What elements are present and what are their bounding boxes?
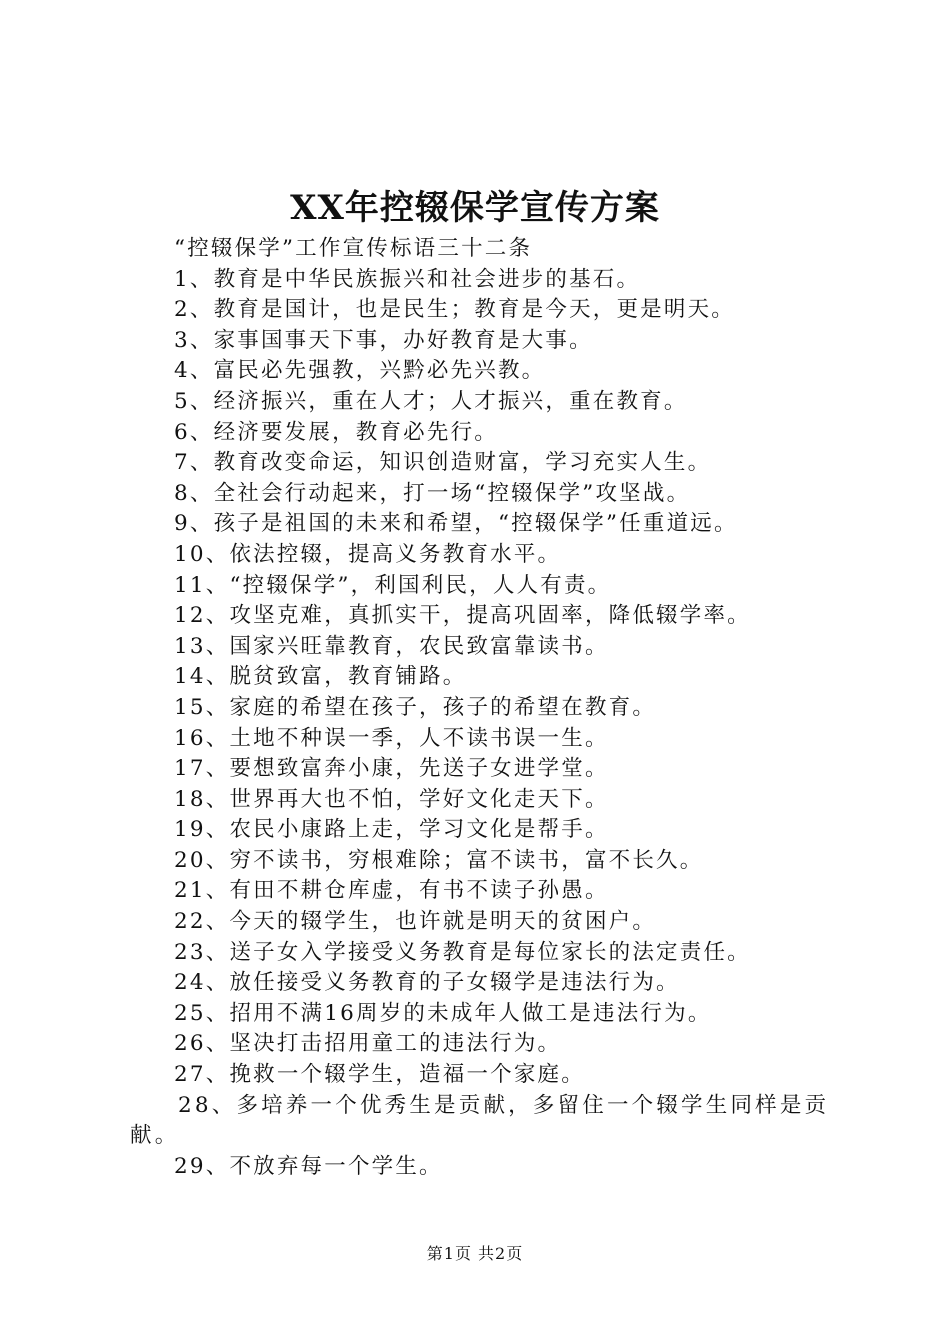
slogan-item: 20、穷不读书，穷根难除；富不读书，富不长久。 <box>174 847 704 873</box>
slogan-item: 29、不放弃每一个学生。 <box>174 1153 443 1179</box>
slogan-item: 8、全社会行动起来，打一场“控辍保学”攻坚战。 <box>174 480 691 506</box>
slogan-item: 13、国家兴旺靠教育，农民致富靠读书。 <box>174 633 609 659</box>
slogan-item: 22、今天的辍学生，也许就是明天的贫困户。 <box>174 909 657 935</box>
slogan-item: 12、攻坚克难，真抓实干，提高巩固率，降低辍学率。 <box>174 603 751 629</box>
slogan-item: 17、要想致富奔小康，先送子女进学堂。 <box>174 756 609 782</box>
slogan-item: 9、孩子是祖国的未来和希望，“控辍保学”任重道远。 <box>174 511 738 537</box>
slogan-item: 24、放任接受义务教育的子女辍学是违法行为。 <box>174 970 680 996</box>
slogan-item: 14、脱贫致富，教育铺路。 <box>174 664 467 690</box>
slogan-item: 6、经济要发展，教育必先行。 <box>174 419 498 445</box>
slogan-item: 27、挽救一个辍学生，造福一个家庭。 <box>174 1062 585 1088</box>
slogan-item: 7、教育改变命运，知识创造财富，学习充实人生。 <box>174 450 712 476</box>
slogan-item: 18、世界再大也不怕，学好文化走天下。 <box>174 786 609 812</box>
slogan-item: 26、坚决打击招用童工的违法行为。 <box>174 1031 562 1057</box>
slogan-item: 1、教育是中华民族振兴和社会进步的基石。 <box>174 266 641 292</box>
document-title: XX年控辍保学宣传方案 <box>290 188 660 228</box>
slogan-item: 19、农民小康路上走，学习文化是帮手。 <box>174 817 609 843</box>
slogan-item: 4、富民必先强教，兴黔必先兴教。 <box>174 358 546 384</box>
slogan-item: 10、依法控辍，提高义务教育水平。 <box>174 541 562 567</box>
slogan-item: 23、送子女入学接受义务教育是每位家长的法定责任。 <box>174 939 751 965</box>
slogan-item: 16、土地不种误一季，人不读书误一生。 <box>174 725 609 751</box>
page-number-footer: 第1页 共2页 <box>426 1244 524 1263</box>
slogan-item: 3、家事国事天下事，办好教育是大事。 <box>174 327 593 353</box>
slogan-item: 5、经济振兴，重在人才；人才振兴，重在教育。 <box>174 388 688 414</box>
slogan-item: 28、多培养一个优秀生是贡献，多留住一个辍学生同样是贡献。 <box>130 1092 830 1149</box>
slogan-list-heading: “控辍保学”工作宣传标语三十二条 <box>174 236 533 261</box>
document-body <box>130 234 835 1182</box>
slogan-item: 11、“控辍保学”，利国利民，人人有责。 <box>174 572 612 598</box>
slogan-item: 15、家庭的希望在孩子，孩子的希望在教育。 <box>174 694 657 720</box>
slogan-item: 25、招用不满16周岁的未成年人做工是违法行为。 <box>174 1000 712 1026</box>
slogan-item: 21、有田不耕仓库虚，有书不读子孙愚。 <box>174 878 609 904</box>
slogan-item: 2、教育是国计，也是民生；教育是今天，更是明天。 <box>174 297 735 323</box>
